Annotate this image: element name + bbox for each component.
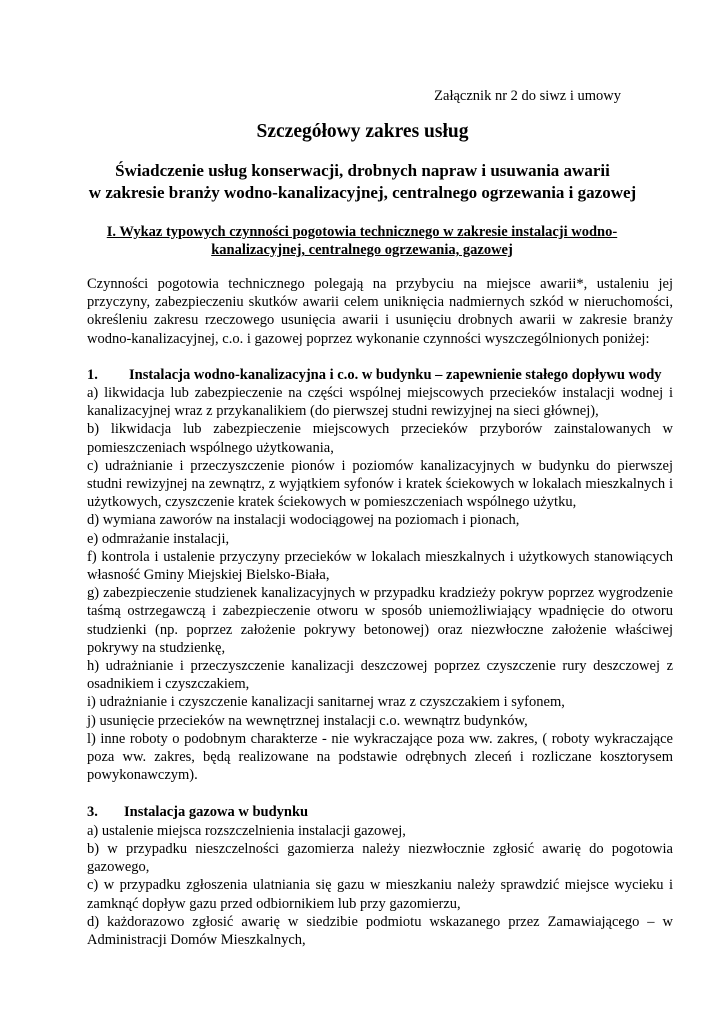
list-item: a) likwidacja lub zabezpieczenie na części wspólnej miejscowych przecieków instalacji wodnej i kanalizacyjnej wraz z przykanalikiem (do pierwszej studni rewizyjnej na sieci głównej), (87, 385, 673, 420)
list-item: l) inne roboty o podobnym charakterze - nie wykraczające poza ww. zakres, ( roboty wykraczające poza ww. zakres, będą realizowane na podstawie odrębnych zleceń i rozliczane kosztorysem powykonawczym). (87, 730, 673, 784)
section-heading: I. Wykaz typowych czynności pogotowia technicznego w zakresie instalacji wodno-kanalizacyjnej, centralnego ogrzewania, gazowej (106, 224, 618, 258)
list-item: a) ustalenie miejsca rozszczelnienia instalacji gazowej, (87, 822, 406, 839)
document-subtitle (0, 160, 725, 204)
list-item: g) zabezpieczenie studzienek kanalizacyjnych w przypadku kradzieży pokryw poprzez wygrodzenie taśmą ostrzegawczą i zabezpieczenie otworu w sposób uniemożliwiający wpadnięcie do otworu studzienki (np. poprzez założenie pokrywy betonowej) oraz niezwłoczne założenie właściwej pokrywy na studzienkę, (87, 585, 673, 656)
list-item: d) wymiana zaworów na instalacji wodociągowej na poziomach i pionach, (87, 512, 520, 529)
subtitle-line-2: w zakresie branży wodno-kanalizacyjnej, centralnego ogrzewania i gazowej (88, 183, 637, 202)
section-3-title-text: Instalacja gazowa w budynku (124, 804, 309, 821)
section-1-title (87, 366, 673, 384)
section-3-title (87, 803, 673, 821)
list-item: d) każdorazowo zgłosić awarię w siedzibie podmiotu wskazanego przez Zamawiającego – w Administracji Domów Mieszkalnych, (87, 913, 673, 948)
section-1-number: 1. (87, 366, 98, 383)
document-body (87, 275, 673, 949)
section-3-number: 3. (87, 804, 98, 821)
list-item: c) w przypadku zgłoszenia ulatniania się gazu w mieszkaniu należy sprawdzić miejsce wycieku i zamknąć dopływ gazu przed odbiornikiem lub przy gazomierzu, (87, 877, 673, 912)
section-1-list (87, 384, 673, 784)
list-item: b) likwidacja lub zabezpieczenie miejscowych przecieków przyborów zainstalowanych w pomieszczeniach wspólnego użytkowania, (87, 421, 673, 456)
document-title: Szczegółowy zakres usług (256, 121, 469, 142)
list-item: i) udrażnianie i czyszczenie kanalizacji sanitarnej wraz z czyszczakiem i syfonem, (87, 694, 565, 711)
list-item: j) usunięcie przecieków na wewnętrznej instalacji c.o. wewnątrz budynków, (87, 712, 528, 729)
subtitle-line-1: Świadczenie usług konserwacji, drobnych napraw i usuwania awarii (115, 161, 610, 180)
list-item: f) kontrola i ustalenie przyczyny przecieków w lokalach mieszkalnych i użytkowych stanowiących własność Gminy Miejskiej Bielsko-Biała, (87, 548, 673, 584)
list-item: h) udrażnianie i przeczyszczenie kanalizacji deszczowej poprzez czyszczenie rury deszczowej z osadnikiem i czyszczakiem, (87, 658, 673, 693)
section-3-list (87, 822, 673, 949)
annex-label: Załącznik nr 2 do siwz i umowy (434, 88, 621, 104)
section-1-title-text: Instalacja wodno-kanalizacyjna i c.o. w budynku – zapewnienie stałego dopływu wody (129, 366, 662, 383)
intro-paragraph: Czynności pogotowia technicznego polegają na przybyciu na miejsce awarii*, ustaleniu jej przyczyny, zabezpieczeniu skutków awarii celem uniknięcia nadmiernych szkód w nieruchomości, określeniu zakresu rzeczowego usunięcia awarii i usunięciu drobnych awarii w zakresie branży wodno-kanalizacyjnej, c.o. i gazowej poprzez wykonanie czynności wyszczególnionych poniżej: (87, 276, 673, 347)
list-item: c) udrażnianie i przeczyszczenie pionów i poziomów kanalizacyjnych w budynku do pierwszej studni rewizyjnej na zewnątrz, z wyjątkiem syfonów i kratek ściekowych w lokalach mieszkalnych i użytkowych, czyszczenie kratek ściekowych w pomieszczeniach wspólnego użytku, (87, 457, 673, 511)
list-item: b) w przypadku nieszczelności gazomierza należy niezwłocznie zgłosić awarię do pogotowia gazowego, (87, 840, 673, 876)
list-item: e) odmrażanie instalacji, (87, 530, 230, 547)
